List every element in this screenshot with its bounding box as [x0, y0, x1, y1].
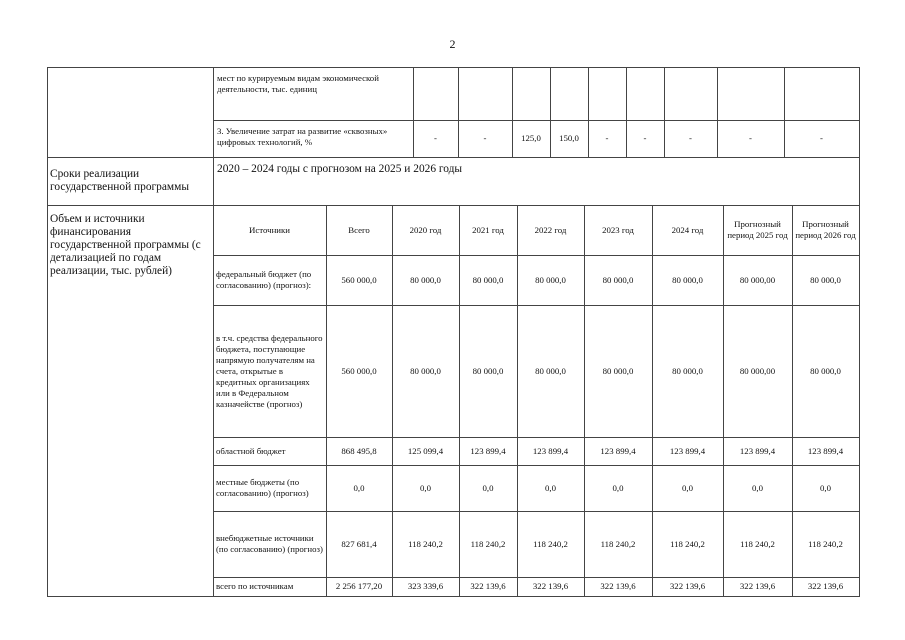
funding-source-cell: внебюджетные источники (по согласованию) (прогноз): [216, 533, 323, 554]
funding-value-cell: 0,0: [752, 482, 763, 493]
funding-header-cell: 2022 год: [534, 224, 567, 235]
funding-value-cell: 118 240,2: [808, 538, 843, 549]
indicator-text-2: 3. Увеличение затрат на развитие «сквозных» цифровых технологий, %: [217, 126, 388, 147]
funding-value-cell: 322 139,6: [470, 581, 506, 591]
funding-value-cell: 80 000,0: [535, 365, 566, 376]
funding-value-cell: 0,0: [545, 482, 556, 493]
funding-value-cell: 2 256 177,20: [335, 581, 383, 591]
indicator-value-2: -: [749, 133, 752, 143]
page-number: 2: [449, 37, 456, 51]
indicator-value-2: -: [820, 133, 823, 143]
funding-value-cell: 0,0: [682, 482, 693, 493]
funding-header-cell: Прогнозный период 2026 год: [795, 219, 856, 240]
funding-value-cell: 80 000,0: [672, 365, 703, 376]
funding-source-cell: в т.ч. средства федерального бюджета, поступающие напрямую получателям на счета, открытые в кредитных организациях или в Федеральном казначействе (прогноз): [216, 332, 323, 409]
indicator-value-2: -: [689, 133, 692, 143]
table-border-right: [859, 67, 860, 597]
funding-value-cell: 827 681,4: [341, 538, 377, 549]
funding-value-cell: 322 139,6: [532, 581, 569, 591]
funding-source-cell: местные бюджеты (по согласованию) (прогноз): [216, 477, 309, 498]
funding-value-cell: 80 000,0: [472, 365, 504, 376]
funding-value-cell: 80 000,0: [535, 274, 566, 285]
terms-label: Сроки реализации государственной программы: [50, 168, 190, 193]
indicator-value-2: -: [434, 133, 437, 143]
funding-value-cell: 868 495,8: [341, 445, 377, 456]
indicator-text-1: мест по курируемым видам экономической деятельности, тыс. единиц: [217, 73, 379, 94]
funding-value-cell: 80 000,0: [602, 365, 634, 376]
funding-header-cell: 2023 год: [602, 224, 634, 235]
funding-value-cell: 0,0: [820, 482, 831, 493]
funding-value-cell: 80 000,0: [472, 274, 504, 285]
funding-source-cell: федеральный бюджет (по согласованию) (прогноз):: [216, 269, 312, 290]
indicator-value-2: 125,0: [521, 133, 541, 143]
funding-value-cell: 80 000,0: [810, 274, 841, 285]
funding-value-cell: 118 240,2: [600, 538, 636, 549]
funding-value-cell: 123 899,4: [807, 445, 844, 456]
indicator-value-2: -: [605, 133, 609, 143]
funding-value-cell: 123 899,4: [532, 445, 569, 456]
funding-value-cell: 125 099,4: [407, 445, 444, 456]
funding-value-cell: 0,0: [482, 482, 494, 493]
funding-value-cell: 80 000,0: [672, 274, 703, 285]
funding-value-cell: 118 240,2: [470, 538, 506, 549]
funding-value-cell: 322 139,6: [669, 581, 706, 591]
funding-source-cell: областной бюджет: [216, 445, 286, 456]
indicator-value-2: 150,0: [559, 133, 579, 143]
funding-value-cell: 80 000,0: [410, 274, 441, 285]
table-border-top: [47, 67, 860, 68]
funding-value-cell: 118 240,2: [740, 538, 775, 549]
funding-value-cell: 0,0: [420, 482, 431, 493]
funding-header-cell: 2021 год: [472, 224, 504, 235]
funding-value-cell: 322 139,6: [739, 581, 776, 591]
funding-value-cell: 322 139,6: [600, 581, 636, 591]
funding-value-cell: 123 899,4: [739, 445, 776, 456]
funding-value-cell: 118 240,2: [670, 538, 705, 549]
funding-value-cell: 118 240,2: [408, 538, 443, 549]
funding-header-cell: 2020 год: [409, 224, 442, 235]
funding-value-cell: 123 899,4: [669, 445, 706, 456]
table-border-left: [47, 67, 48, 597]
funding-value-cell: 323 339,6: [407, 581, 444, 591]
section-divider-terms: [47, 157, 860, 158]
funding-value-cell: 123 899,4: [470, 445, 506, 456]
funding-value-cell: 80 000,00: [739, 274, 776, 285]
indicator-value-2: -: [643, 133, 647, 143]
funding-header-cell: 2024 год: [671, 224, 704, 235]
funding-label: Объем и источники финансирования государственной программы (с детализацией по годам реализации, тыс. рублей): [50, 213, 201, 277]
funding-value-cell: 80 000,0: [410, 365, 441, 376]
funding-value-cell: 0,0: [612, 482, 624, 493]
funding-value-cell: 118 240,2: [533, 538, 568, 549]
funding-header-cell: Прогнозный период 2025 год: [727, 219, 788, 240]
funding-header-cell: Всего: [348, 224, 370, 235]
funding-value-cell: 80 000,0: [602, 274, 634, 285]
funding-value-cell: 322 139,6: [807, 581, 844, 591]
funding-source-cell: всего по источникам: [216, 581, 294, 591]
terms-value: 2020 – 2024 годы с прогнозом на 2025 и 2026 годы: [217, 163, 463, 175]
funding-value-cell: 80 000,0: [810, 365, 841, 376]
funding-header-cell: Источники: [249, 224, 290, 235]
passport-table: [47, 67, 860, 597]
funding-value-cell: 80 000,00: [739, 365, 776, 376]
funding-value-cell: 560 000,0: [341, 274, 377, 285]
funding-value-cell: 0,0: [353, 482, 365, 493]
table-border-bottom: [47, 596, 860, 597]
funding-value-cell: 123 899,4: [600, 445, 636, 456]
indicator-value-2: -: [483, 133, 487, 143]
funding-value-cell: 560 000,0: [341, 365, 377, 376]
